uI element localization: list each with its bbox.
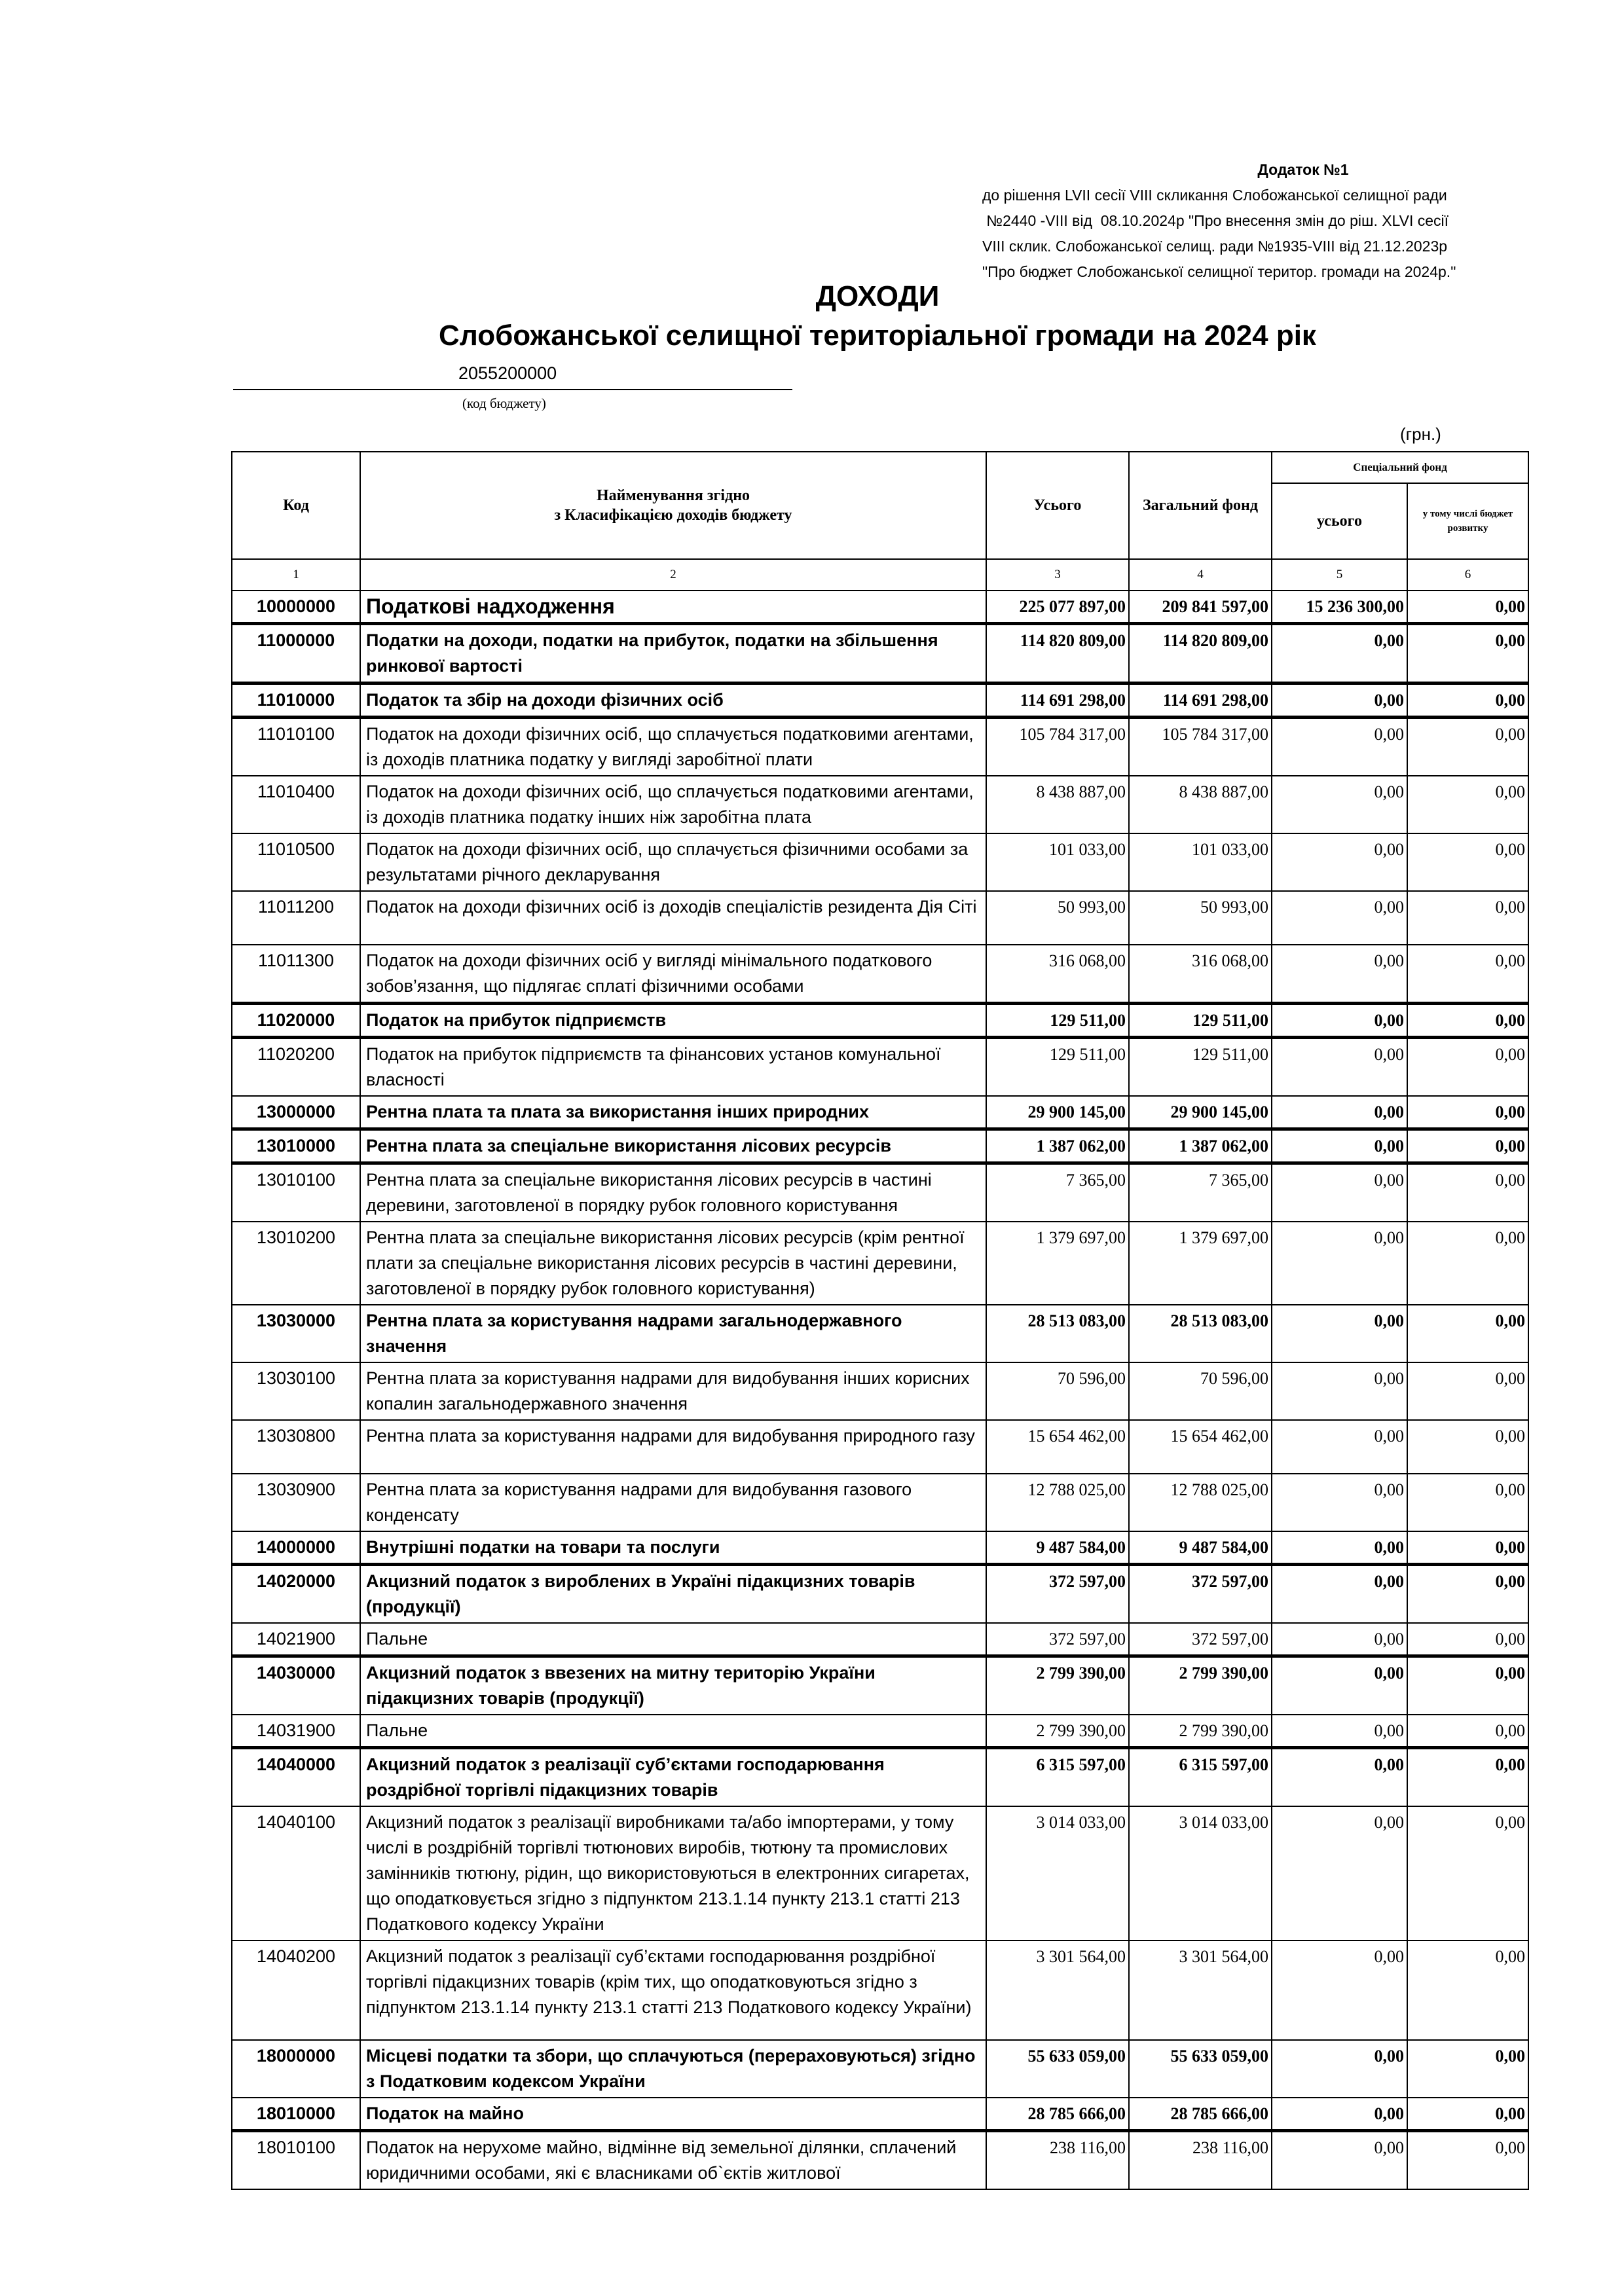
budget-code: 2055200000 (458, 363, 557, 383)
column-number: 5 (1272, 559, 1407, 591)
row-name: Пальне (360, 1715, 986, 1748)
table-row (232, 1163, 1528, 1222)
row-code: 13030900 (232, 1474, 360, 1531)
row-general-fund: 55 633 059,00 (1129, 2040, 1272, 2098)
row-development-budget: 0,00 (1407, 1163, 1528, 1222)
row-name: Податок на доходи фізичних осіб, що сплачується податковими агентами, із доходів платника податку у вигляді заробітної плати (360, 718, 986, 776)
row-special-fund: 0,00 (1272, 2098, 1407, 2131)
row-general-fund: 29 900 145,00 (1129, 1096, 1272, 1129)
row-general-fund: 129 511,00 (1129, 1004, 1272, 1038)
row-code: 14000000 (232, 1531, 360, 1565)
row-code: 11010000 (232, 683, 360, 718)
row-development-budget: 0,00 (1407, 2131, 1528, 2190)
row-name: Акцизний податок з реалізації виробниками та/або імпортерами, у тому числі в роздрібній торгівлі тютюнових виробів, тютюну та промислових замінників тютюну, рідин, що використовуються в електронних сигаретах, що оподатковується згідно з підпунктом 213.1.14 пункту 213.1 статті 213 Податкового кодексу України (360, 1806, 986, 1941)
header-name-line2: з Класифікацією доходів бюджету (554, 507, 792, 524)
table-row (232, 1420, 1528, 1474)
annex-line: "Про бюджет Слобожанської селищної територ. громади на 2024р." (982, 263, 1456, 280)
table-row (232, 2040, 1528, 2098)
row-special-fund: 0,00 (1272, 1305, 1407, 1362)
row-code: 13010000 (232, 1129, 360, 1163)
row-general-fund: 2 799 390,00 (1129, 1656, 1272, 1715)
row-development-budget: 0,00 (1407, 1806, 1528, 1941)
row-general-fund: 209 841 597,00 (1129, 591, 1272, 624)
row-special-fund: 0,00 (1272, 1362, 1407, 1420)
row-special-fund: 0,00 (1272, 2131, 1407, 2190)
table-row (232, 1362, 1528, 1420)
row-general-fund: 3 014 033,00 (1129, 1806, 1272, 1941)
table-row (232, 2131, 1528, 2190)
table-row (232, 776, 1528, 833)
row-code: 13010100 (232, 1163, 360, 1222)
table-row (232, 945, 1528, 1004)
row-special-fund: 0,00 (1272, 776, 1407, 833)
table-row (232, 1748, 1528, 1807)
row-development-budget: 0,00 (1407, 945, 1528, 1004)
row-general-fund: 114 691 298,00 (1129, 683, 1272, 718)
row-general-fund: 101 033,00 (1129, 833, 1272, 891)
row-special-fund: 0,00 (1272, 1420, 1407, 1474)
row-total: 9 487 584,00 (986, 1531, 1129, 1565)
row-special-fund: 0,00 (1272, 1531, 1407, 1565)
table-row (232, 1531, 1528, 1565)
row-code: 11020000 (232, 1004, 360, 1038)
row-general-fund: 50 993,00 (1129, 891, 1272, 945)
row-general-fund: 7 365,00 (1129, 1163, 1272, 1222)
table-row (232, 1806, 1528, 1941)
row-total: 2 799 390,00 (986, 1715, 1129, 1748)
row-development-budget: 0,00 (1407, 1305, 1528, 1362)
row-development-budget: 0,00 (1407, 1004, 1528, 1038)
row-development-budget: 0,00 (1407, 1129, 1528, 1163)
row-name: Податок на прибуток підприємств та фінансових установ комунальної власності (360, 1038, 986, 1097)
row-code: 14040200 (232, 1941, 360, 2040)
row-special-fund: 0,00 (1272, 1715, 1407, 1748)
row-special-fund: 0,00 (1272, 2040, 1407, 2098)
row-general-fund: 9 487 584,00 (1129, 1531, 1272, 1565)
row-development-budget: 0,00 (1407, 1038, 1528, 1097)
row-code: 18010000 (232, 2098, 360, 2131)
row-development-budget: 0,00 (1407, 1941, 1528, 2040)
row-special-fund: 0,00 (1272, 683, 1407, 718)
row-special-fund: 0,00 (1272, 945, 1407, 1004)
header-special-fund: Спеціальний фонд (1272, 452, 1528, 483)
row-total: 101 033,00 (986, 833, 1129, 891)
income-table (231, 451, 1529, 2190)
annex-line: №2440 -VIII від 08.10.2024р "Про внесення змін до ріш. XLVI сесії (982, 212, 1449, 229)
row-development-budget: 0,00 (1407, 1715, 1528, 1748)
row-code: 13030000 (232, 1305, 360, 1362)
row-special-fund: 0,00 (1272, 1806, 1407, 1941)
row-development-budget: 0,00 (1407, 1623, 1528, 1656)
row-special-fund: 0,00 (1272, 1656, 1407, 1715)
row-special-fund: 0,00 (1272, 1096, 1407, 1129)
row-special-fund: 0,00 (1272, 624, 1407, 683)
row-total: 105 784 317,00 (986, 718, 1129, 776)
row-name: Рентна плата за спеціальне використання лісових ресурсів (крім рентної плати за спеціальне використання лісових ресурсів в частині деревини, заготовленої в порядку рубок головного користування) (360, 1222, 986, 1305)
row-name: Рентна плата та плата за використання інших природних (360, 1096, 986, 1129)
table-row (232, 1623, 1528, 1656)
row-development-budget: 0,00 (1407, 1656, 1528, 1715)
header-total: Усього (986, 452, 1129, 559)
annex-title: Додаток №1 (1257, 161, 1349, 178)
row-total: 129 511,00 (986, 1038, 1129, 1097)
table-row (232, 1305, 1528, 1362)
row-name: Податок на майно (360, 2098, 986, 2131)
row-general-fund: 1 387 062,00 (1129, 1129, 1272, 1163)
row-special-fund: 0,00 (1272, 891, 1407, 945)
table-row (232, 833, 1528, 891)
header-code: Код (232, 452, 360, 559)
row-name: Податок на доходи фізичних осіб у вигляді мінімального податкового зобов’язання, що підлягає сплаті фізичними особами (360, 945, 986, 1004)
table-row (232, 1222, 1528, 1305)
row-development-budget: 0,00 (1407, 833, 1528, 891)
row-code: 14040100 (232, 1806, 360, 1941)
row-total: 372 597,00 (986, 1565, 1129, 1624)
row-development-budget: 0,00 (1407, 2040, 1528, 2098)
row-name: Пальне (360, 1623, 986, 1656)
row-general-fund: 316 068,00 (1129, 945, 1272, 1004)
row-development-budget: 0,00 (1407, 683, 1528, 718)
row-special-fund: 0,00 (1272, 1748, 1407, 1807)
row-code: 18000000 (232, 2040, 360, 2098)
row-total: 1 387 062,00 (986, 1129, 1129, 1163)
income-table-body (232, 591, 1528, 2189)
row-code: 11011200 (232, 891, 360, 945)
row-code: 14031900 (232, 1715, 360, 1748)
row-special-fund: 0,00 (1272, 1941, 1407, 2040)
currency-unit: (грн.) (1400, 424, 1441, 444)
row-total: 6 315 597,00 (986, 1748, 1129, 1807)
row-code: 11010400 (232, 776, 360, 833)
row-total: 3 301 564,00 (986, 1941, 1129, 2040)
row-special-fund: 0,00 (1272, 1163, 1407, 1222)
budget-code-caption: (код бюджету) (462, 395, 546, 411)
row-development-budget: 0,00 (1407, 2098, 1528, 2131)
document-title: ДОХОДИ (815, 280, 940, 312)
row-name: Акцизний податок з ввезених на митну територію України підакцизних товарів (продукції) (360, 1656, 986, 1715)
row-development-budget: 0,00 (1407, 1565, 1528, 1624)
row-general-fund: 105 784 317,00 (1129, 718, 1272, 776)
row-total: 55 633 059,00 (986, 2040, 1129, 2098)
row-general-fund: 114 820 809,00 (1129, 624, 1272, 683)
row-total: 114 691 298,00 (986, 683, 1129, 718)
row-name: Внутрішні податки на товари та послуги (360, 1531, 986, 1565)
annex-line: VIII склик. Слобожанської селищ. ради №1935-VIII від 21.12.2023р (982, 238, 1448, 255)
row-total: 238 116,00 (986, 2131, 1129, 2190)
row-general-fund: 129 511,00 (1129, 1038, 1272, 1097)
row-special-fund: 0,00 (1272, 1623, 1407, 1656)
row-general-fund: 2 799 390,00 (1129, 1715, 1272, 1748)
table-row (232, 718, 1528, 776)
row-special-fund: 0,00 (1272, 1222, 1407, 1305)
row-total: 129 511,00 (986, 1004, 1129, 1038)
table-row (232, 1715, 1528, 1748)
row-total: 12 788 025,00 (986, 1474, 1129, 1531)
row-general-fund: 28 785 666,00 (1129, 2098, 1272, 2131)
row-total: 28 785 666,00 (986, 2098, 1129, 2131)
header-special-development: у тому числі бюджет розвитку (1407, 483, 1528, 559)
row-name: Акцизний податок з реалізації суб’єктами господарювання роздрібної торгівлі підакцизних товарів (360, 1748, 986, 1807)
table-row (232, 683, 1528, 718)
table-row (232, 1129, 1528, 1163)
row-code: 14040000 (232, 1748, 360, 1807)
row-general-fund: 6 315 597,00 (1129, 1748, 1272, 1807)
row-general-fund: 8 438 887,00 (1129, 776, 1272, 833)
row-name: Податок та збір на доходи фізичних осіб (360, 683, 986, 718)
row-code: 13010200 (232, 1222, 360, 1305)
table-row (232, 624, 1528, 683)
column-number: 6 (1407, 559, 1528, 591)
row-name: Рентна плата за користування надрами для видобування природного газу (360, 1420, 986, 1474)
row-special-fund: 0,00 (1272, 1004, 1407, 1038)
row-total: 50 993,00 (986, 891, 1129, 945)
row-development-budget: 0,00 (1407, 591, 1528, 624)
row-general-fund: 238 116,00 (1129, 2131, 1272, 2190)
row-code: 14030000 (232, 1656, 360, 1715)
row-general-fund: 1 379 697,00 (1129, 1222, 1272, 1305)
table-row (232, 891, 1528, 945)
header-general-fund: Загальний фонд (1129, 452, 1272, 559)
row-development-budget: 0,00 (1407, 1531, 1528, 1565)
row-name: Податок на доходи фізичних осіб, що сплачується фізичними особами за результатами річного декларування (360, 833, 986, 891)
row-special-fund: 0,00 (1272, 1565, 1407, 1624)
row-special-fund: 15 236 300,00 (1272, 591, 1407, 624)
header-name-line1: Найменування згідно (596, 487, 750, 504)
row-special-fund: 0,00 (1272, 718, 1407, 776)
table-row (232, 1038, 1528, 1097)
row-total: 225 077 897,00 (986, 591, 1129, 624)
table-row (232, 2098, 1528, 2131)
row-general-fund: 372 597,00 (1129, 1623, 1272, 1656)
row-name: Податок на прибуток підприємств (360, 1004, 986, 1038)
row-code: 11010100 (232, 718, 360, 776)
row-development-budget: 0,00 (1407, 1096, 1528, 1129)
row-special-fund: 0,00 (1272, 1129, 1407, 1163)
row-development-budget: 0,00 (1407, 1420, 1528, 1474)
column-number: 1 (232, 559, 360, 591)
budget-code-underline (233, 389, 792, 390)
row-total: 15 654 462,00 (986, 1420, 1129, 1474)
row-name: Податок на доходи фізичних осіб із доходів спеціалістів резидента Дія Сіті (360, 891, 986, 945)
table-row (232, 591, 1528, 624)
row-development-budget: 0,00 (1407, 1748, 1528, 1807)
row-general-fund: 70 596,00 (1129, 1362, 1272, 1420)
row-name: Рентна плата за спеціальне використання лісових ресурсів (360, 1129, 986, 1163)
row-total: 3 014 033,00 (986, 1806, 1129, 1941)
row-total: 1 379 697,00 (986, 1222, 1129, 1305)
table-row (232, 1565, 1528, 1624)
row-special-fund: 0,00 (1272, 1474, 1407, 1531)
row-total: 8 438 887,00 (986, 776, 1129, 833)
table-row (232, 1096, 1528, 1129)
row-total: 29 900 145,00 (986, 1096, 1129, 1129)
row-name: Місцеві податки та збори, що сплачуються (перераховуються) згідно з Податковим кодексом України (360, 2040, 986, 2098)
row-code: 10000000 (232, 591, 360, 624)
table-row (232, 1656, 1528, 1715)
row-total: 114 820 809,00 (986, 624, 1129, 683)
row-total: 316 068,00 (986, 945, 1129, 1004)
row-special-fund: 0,00 (1272, 833, 1407, 891)
row-code: 14021900 (232, 1623, 360, 1656)
row-development-budget: 0,00 (1407, 891, 1528, 945)
row-development-budget: 0,00 (1407, 624, 1528, 683)
column-number: 2 (360, 559, 986, 591)
row-total: 7 365,00 (986, 1163, 1129, 1222)
row-name: Рентна плата за користування надрами загальнодержавного значення (360, 1305, 986, 1362)
row-special-fund: 0,00 (1272, 1038, 1407, 1097)
row-general-fund: 372 597,00 (1129, 1565, 1272, 1624)
annex-block (982, 157, 1572, 285)
row-code: 18010100 (232, 2131, 360, 2190)
document-subtitle: Слобожанської селищної територіальної громади на 2024 рік (439, 319, 1316, 352)
row-code: 13000000 (232, 1096, 360, 1129)
row-code: 11010500 (232, 833, 360, 891)
row-development-budget: 0,00 (1407, 1362, 1528, 1420)
table-row (232, 1004, 1528, 1038)
row-name: Рентна плата за користування надрами для видобування інших корисних копалин загальнодержавного значення (360, 1362, 986, 1420)
row-development-budget: 0,00 (1407, 1474, 1528, 1531)
column-number: 4 (1129, 559, 1272, 591)
row-name: Податкові надходження (360, 591, 986, 624)
row-development-budget: 0,00 (1407, 1222, 1528, 1305)
row-code: 13030800 (232, 1420, 360, 1474)
row-name: Акцизний податок з вироблених в Україні підакцизних товарів (продукції) (360, 1565, 986, 1624)
annex-line: до рішення LVII сесії VIII скликання Слобожанської селищної ради (982, 187, 1447, 204)
row-general-fund: 12 788 025,00 (1129, 1474, 1272, 1531)
row-name: Податок на доходи фізичних осіб, що сплачується податковими агентами, із доходів платника податку інших ніж заробітна плата (360, 776, 986, 833)
row-code: 14020000 (232, 1565, 360, 1624)
row-name: Рентна плата за спеціальне використання лісових ресурсів в частині деревини, заготовленої в порядку рубок головного користування (360, 1163, 986, 1222)
row-general-fund: 15 654 462,00 (1129, 1420, 1272, 1474)
header-name (360, 452, 986, 559)
table-row (232, 1941, 1528, 2040)
column-number: 3 (986, 559, 1129, 591)
row-total: 28 513 083,00 (986, 1305, 1129, 1362)
row-code: 11011300 (232, 945, 360, 1004)
row-total: 372 597,00 (986, 1623, 1129, 1656)
row-code: 11020200 (232, 1038, 360, 1097)
row-name: Акцизний податок з реалізації суб’єктами господарювання роздрібної торгівлі підакцизних товарів (крім тих, що оподатковуються згідно з підпунктом 213.1.14 пункту 213.1 статті 213 Податкового кодексу України) (360, 1941, 986, 2040)
row-name: Рентна плата за користування надрами для видобування газового конденсату (360, 1474, 986, 1531)
row-name: Податок на нерухоме майно, відмінне від земельної ділянки, сплачений юридичними особами, які є власниками об`єктів житлової (360, 2131, 986, 2190)
row-code: 13030100 (232, 1362, 360, 1420)
table-row (232, 1474, 1528, 1531)
row-general-fund: 3 301 564,00 (1129, 1941, 1272, 2040)
row-development-budget: 0,00 (1407, 776, 1528, 833)
row-development-budget: 0,00 (1407, 718, 1528, 776)
row-general-fund: 28 513 083,00 (1129, 1305, 1272, 1362)
row-name: Податки на доходи, податки на прибуток, податки на збільшення ринкової вартості (360, 624, 986, 683)
row-total: 2 799 390,00 (986, 1656, 1129, 1715)
row-total: 70 596,00 (986, 1362, 1129, 1420)
header-special-total: усього (1272, 483, 1407, 559)
row-code: 11000000 (232, 624, 360, 683)
